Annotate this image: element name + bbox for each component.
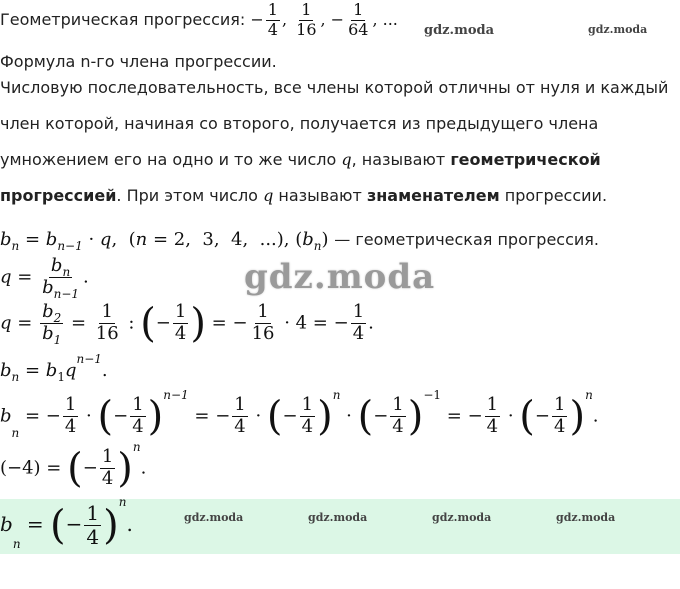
math-q-computation: q = $\frac{b2}{b1}$ = $\frac{1}{16}$ : (− $\frac{1}{4}$ ) = − $\frac{1}{16}$ · 4 = − $\frac{1}{4}$ .	[0, 300, 374, 348]
progression-header	[0, 2, 398, 39]
watermark-header: gdz.moda	[424, 23, 495, 38]
watermark-header-right: gdz.moda	[588, 23, 648, 36]
term-geometric: геометрической	[450, 150, 601, 169]
math-answer: bn = (− $\frac{1}{4}$ )$^n$.	[0, 495, 133, 551]
definition-text: называют	[278, 186, 362, 205]
term-2: $\frac{1}{16}$ ,	[296, 0, 331, 39]
term-3: − $\frac{1}{64}$ ,	[330, 0, 383, 39]
watermark-answer-2: gdz.moda	[308, 511, 368, 524]
q-symbol: q	[263, 186, 274, 205]
header-label: Геометрическая прогрессия:	[0, 9, 246, 29]
watermark-answer-1: gdz.moda	[184, 511, 244, 524]
math-q-definition: q = $\frac{bn}{bn-1}$ .	[0, 255, 89, 302]
math-line-1-text: — геометрическая прогрессия.	[334, 230, 599, 249]
definition-text: прогрессии.	[504, 186, 608, 205]
watermark-answer-3: gdz.moda	[432, 511, 492, 524]
watermark-answer-4: gdz.moda	[556, 511, 616, 524]
watermark-big: gdz.moda	[244, 257, 436, 297]
term-1: − $\frac{1}{4}$ ,	[250, 0, 293, 39]
term-denominator: знаменателем	[366, 186, 500, 205]
definition-line-2: член которой, начиная со второго, получается из предыдущего члена	[0, 114, 599, 133]
definition-text: . При этом число	[116, 186, 258, 205]
definition-text: умножением его на одно и то же число	[0, 150, 337, 169]
math-minus-four: (−4) = (− $\frac{1}{4}$ )$^n$.	[0, 440, 147, 492]
definition-text: , называют	[351, 150, 446, 169]
math-general-formula: bn = $b1q^{n-1}$.	[0, 352, 108, 384]
ellipsis: ...	[382, 9, 398, 29]
q-symbol: q	[341, 150, 352, 169]
definition-line-4	[0, 186, 607, 205]
math-derivation: bn = − $\frac{1}{4}$ · (− $\frac{1}{4}$ )$^{n-1}$ = − $\frac{1}{4}$ · (− $\frac{1}{4}$ )$^n$ · (− $\frac{1}{4}$ )$^{-1}$ = − $\frac{1}{4}$ · (− $\frac{1}{4}$ )$^n$.	[0, 388, 599, 440]
formula-title: Формула n-го члена прогрессии.	[0, 52, 277, 71]
math-line-1: bn = bn−1 · q, (n = 2, 3, 4, ...), (bn) — геометрическая прогрессия.	[0, 229, 599, 253]
term-progression: прогрессией	[0, 186, 117, 205]
definition-line-1: Числовую последовательность, все члены которой отличны от нуля и каждый	[0, 78, 669, 97]
definition-line-3	[0, 150, 601, 169]
